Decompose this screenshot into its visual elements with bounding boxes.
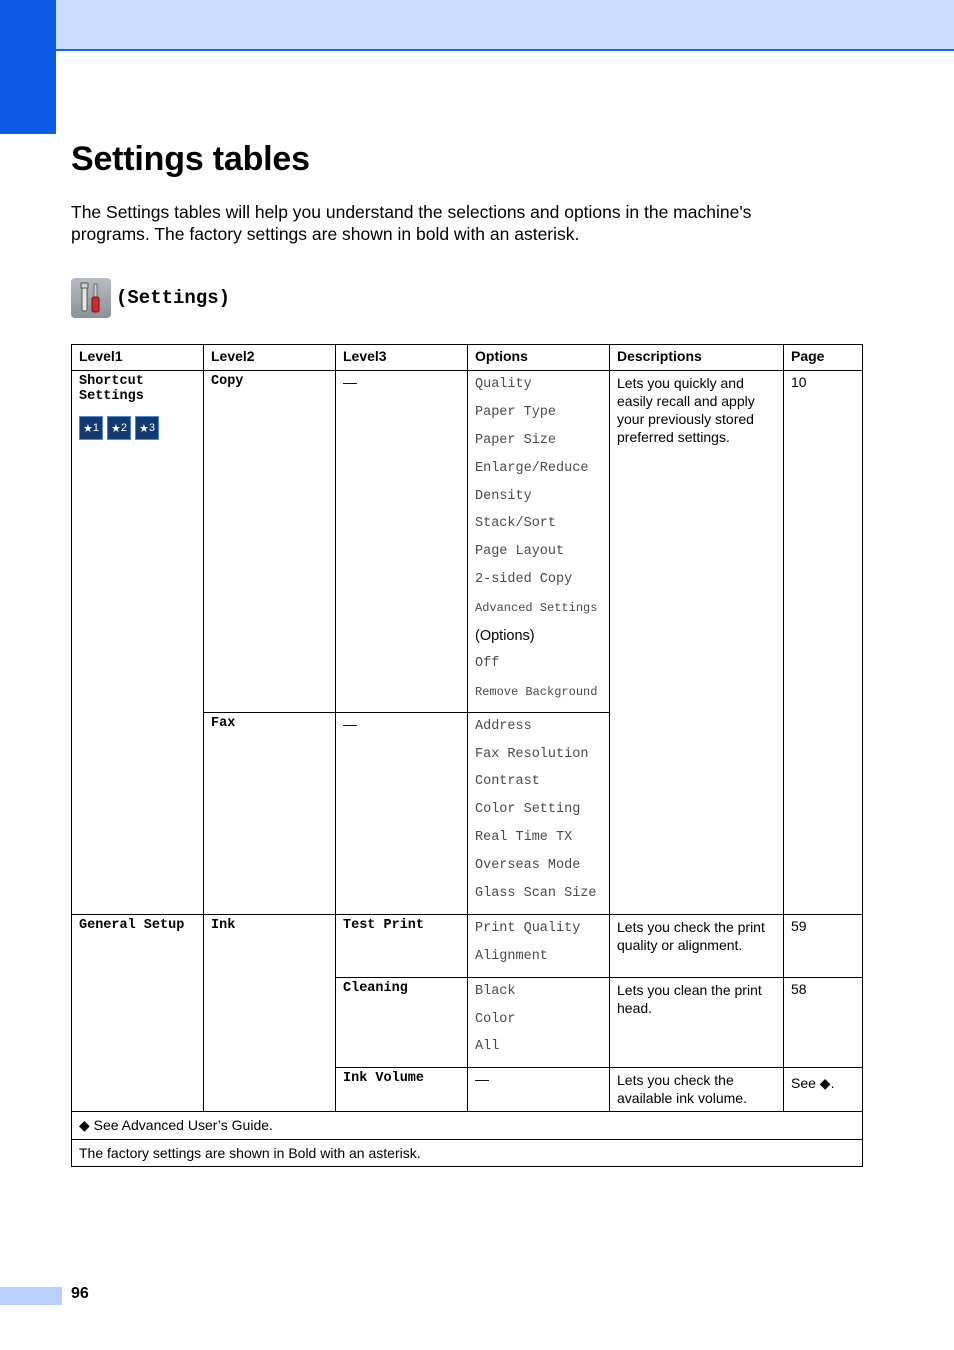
level3-fax: — [336, 712, 468, 914]
option-item: 2-sided Copy [475, 572, 573, 588]
level1-shortcut-settings: Shortcut Settings [79, 374, 144, 404]
option-item: Advanced Settings [475, 601, 598, 616]
level3-copy: — [336, 371, 468, 713]
option-item: Paper Type [475, 404, 557, 420]
table-row [72, 914, 863, 977]
table-row [72, 1140, 863, 1167]
option-item: Enlarge/Reduce [475, 460, 589, 476]
option-item: Paper Size [475, 432, 557, 448]
option-item: Quality [475, 377, 532, 392]
level2-fax: Fax [204, 712, 336, 914]
options-cleaning [468, 977, 610, 1068]
section-title: (Settings) [116, 287, 231, 309]
options-fax [468, 712, 610, 914]
settings-tools-icon [71, 278, 111, 318]
option-item: Real Time TX [475, 830, 573, 846]
option-item: Glass Scan Size [475, 886, 597, 902]
chapter-tab [0, 0, 56, 134]
header-band [0, 0, 954, 51]
footnote-advanced-guide: ◆ See Advanced User’s Guide. [72, 1112, 863, 1140]
options-ink-volume: — [468, 1068, 610, 1112]
shortcut-star-icon: ★ 1 [79, 416, 103, 440]
level3-test-print: Test Print [336, 914, 468, 977]
page-number-bar [0, 1287, 62, 1305]
option-item: Color Setting [475, 802, 581, 818]
level3-ink-volume: Ink Volume [336, 1068, 468, 1112]
options-copy [468, 371, 610, 713]
page-number: 96 [71, 1285, 89, 1302]
level2-ink: Ink [204, 914, 336, 1111]
table-header-row [72, 345, 863, 371]
header-level3: Level3 [336, 345, 468, 371]
option-item: (Options) [475, 628, 535, 645]
header-level1: Level1 [72, 345, 204, 371]
section-heading [71, 278, 230, 318]
option-item: Page Layout [475, 544, 565, 560]
header-page: Page [784, 345, 863, 371]
page-test-print: 59 [784, 914, 863, 977]
option-item: Color [475, 1011, 516, 1027]
description-ink-volume: Lets you check the available ink volume. [610, 1068, 784, 1112]
page-ink-volume: See ◆. [784, 1068, 863, 1112]
page-shortcut: 10 [784, 371, 863, 915]
option-item: Off [475, 655, 500, 671]
table-row [72, 1112, 863, 1140]
option-item: Stack/Sort [475, 516, 557, 532]
option-item: Fax Resolution [475, 746, 589, 762]
shortcut-icons [79, 416, 196, 440]
options-test-print [468, 914, 610, 977]
option-item: Print Quality [475, 920, 581, 936]
settings-table [71, 344, 863, 1167]
page-title: Settings tables [71, 140, 310, 178]
option-item: Remove Background [475, 684, 598, 699]
option-item: Address [475, 718, 532, 734]
footnote-factory-settings: The factory settings are shown in Bold with an asterisk. [72, 1140, 863, 1167]
option-item: Black [475, 983, 516, 999]
shortcut-star-icon: ★ 3 [135, 416, 159, 440]
description-shortcut: Lets you quickly and easily recall and apply your previously stored preferred settings. [610, 371, 784, 915]
header-level2: Level2 [204, 345, 336, 371]
level1-general-setup: General Setup [72, 914, 204, 1111]
level2-copy: Copy [204, 371, 336, 713]
option-item: Alignment [475, 948, 548, 964]
description-test-print: Lets you check the print quality or alignment. [610, 914, 784, 977]
option-item: Contrast [475, 774, 540, 790]
page-cleaning: 58 [784, 977, 863, 1068]
description-cleaning: Lets you clean the print head. [610, 977, 784, 1068]
level1-cell [72, 371, 204, 915]
shortcut-star-icon: ★ 2 [107, 416, 131, 440]
table-row [72, 371, 863, 713]
header-descriptions: Descriptions [610, 345, 784, 371]
option-item: All [475, 1039, 500, 1055]
intro-paragraph: The Settings tables will help you understand the selections and options in the machine's programs. The factory settings are shown in bold with an asterisk. [71, 202, 752, 244]
header-options: Options [468, 345, 610, 371]
level3-cleaning: Cleaning [336, 977, 468, 1068]
option-item: Density [475, 488, 532, 504]
option-item: Overseas Mode [475, 858, 581, 874]
